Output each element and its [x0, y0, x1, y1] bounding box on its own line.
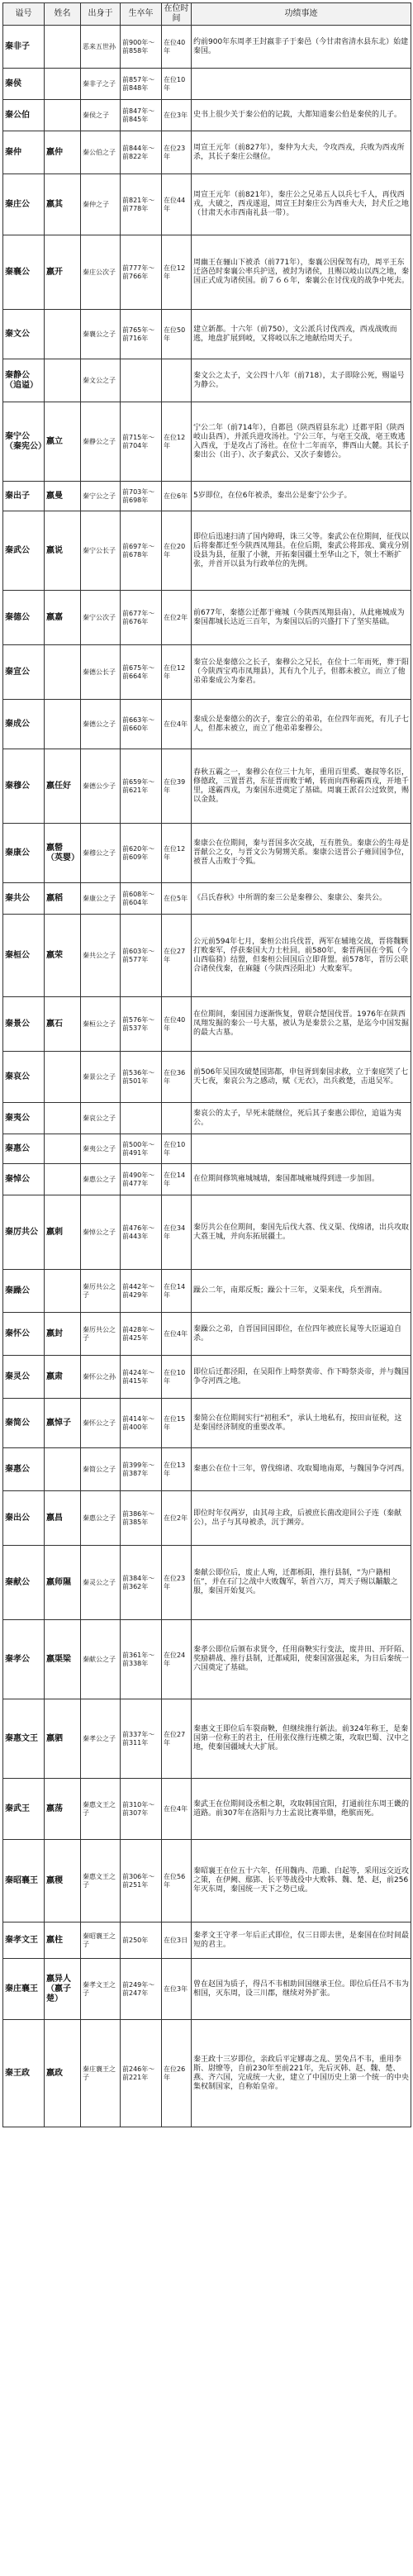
ruler-title: 秦夷公	[3, 1103, 45, 1134]
table-row	[3, 310, 411, 359]
ruler-lifespan: 前249年～前247年	[121, 1959, 162, 2020]
ruler-relation: 秦德公长子	[81, 645, 121, 700]
ruler-deeds: 秦成公是秦德公的次子，秦宣公的弟弟，在位四年而死，有儿子七人，但都未被立，而立了他弟弟秦穆公。	[192, 700, 411, 749]
ruler-name: 嬴罃（英婴）	[45, 824, 81, 883]
ruler-title: 秦庄襄王	[3, 1959, 45, 2020]
ruler-name: 嬴稻	[45, 883, 81, 915]
ruler-reign: 在位10年	[162, 1134, 192, 1164]
ruler-name: 嬴柱	[45, 1922, 81, 1959]
table-row	[3, 26, 411, 69]
ruler-reign: 在位26年	[162, 2020, 192, 2127]
ruler-lifespan: 前399年～前387年	[121, 1448, 162, 1491]
ruler-name	[45, 1448, 81, 1491]
table-row	[3, 402, 411, 482]
ruler-title: 秦桓公	[3, 915, 45, 997]
ruler-reign: 在位27年	[162, 915, 192, 997]
table-row	[3, 2020, 411, 2127]
ruler-lifespan: 前250年	[121, 1922, 162, 1959]
ruler-name: 嬴异人（嬴子楚）	[45, 1959, 81, 2020]
ruler-relation: 秦景公之子	[81, 1052, 121, 1103]
ruler-title: 秦襄公	[3, 235, 45, 310]
ruler-deeds: 秦哀公的太子，早死未能继位，死后其子秦惠公即位，追谥为夷公。	[192, 1103, 411, 1134]
ruler-lifespan: 前361年～前338年	[121, 1620, 162, 1699]
table-row	[3, 1052, 411, 1103]
ruler-title: 秦文公	[3, 310, 45, 359]
table-row	[3, 1164, 411, 1195]
ruler-deeds: 秦惠公在位十三年，曾伐绵诸、攻取蜀地南郑，与魏国争夺河西。	[192, 1448, 411, 1491]
ruler-reign: 在位3年	[162, 100, 192, 131]
ruler-reign: 在位4年	[162, 1313, 192, 1356]
ruler-reign: 在位6年	[162, 482, 192, 511]
ruler-deeds: 在位期间，秦国国力逐渐恢复，曾联合楚国伐晋。1976年在陕西凤翔发掘的秦公一号大墓，被认为是秦景公之墓，是迄今中国发掘的最大古墓。	[192, 997, 411, 1052]
ruler-deeds: 公元前594年七月，秦桓公出兵伐晋，两军在辅地交战，晋将魏颗打败秦军，俘获秦国大力士杜回。前580年，秦晋两国在令狐（今山西临猗）结盟，但秦桓公回国后立即背盟。前578年，晋厉公联合诸侯伐秦，在麻隧（今陕西泾阳北）大败秦军。	[192, 915, 411, 997]
ruler-relation: 秦非子之子	[81, 69, 121, 100]
ruler-name: 嬴荡	[45, 1779, 81, 1840]
ruler-reign: 在位20年	[162, 511, 192, 591]
ruler-lifespan: 前424年～前415年	[121, 1356, 162, 1399]
ruler-lifespan: 前663年～前660年	[121, 700, 162, 749]
ruler-name: 嬴其	[45, 174, 81, 235]
ruler-lifespan: 前857年～前848年	[121, 69, 162, 100]
ruler-deeds: 秦厉共公在位期间，秦国先后伐大荔、伐义渠、伐绵诸，出兵攻取大荔王城，并向东拓展疆土。	[192, 1195, 411, 1270]
ruler-title: 秦仲	[3, 131, 45, 174]
ruler-reign: 在位4年	[162, 1779, 192, 1840]
ruler-lifespan: 前677年～前676年	[121, 591, 162, 645]
ruler-lifespan: 前765年～前716年	[121, 310, 162, 359]
table-row	[3, 997, 411, 1052]
ruler-reign: 在位2年	[162, 591, 192, 645]
ruler-relation: 秦厉共公之子	[81, 1313, 121, 1356]
ruler-deeds: 在位期间修筑雍城城墙，秦国都城雍城得到进一步加固。	[192, 1164, 411, 1195]
ruler-name: 嬴政	[45, 2020, 81, 2127]
ruler-title: 秦侯	[3, 69, 45, 100]
table-row	[3, 1399, 411, 1448]
ruler-deeds: 春秋五霸之一，秦穆公在位三十九年，重用百里奚、蹇叔等名臣，修德政，三置晋君，东征晋而败于崤，转而向西称霸西戎，开地千里，遂霸西戎，为秦国东进奠定了基础。周襄王派召公过致贺，赐以金鼓。	[192, 749, 411, 824]
ruler-title: 秦惠公	[3, 1134, 45, 1164]
table-row	[3, 1134, 411, 1164]
ruler-name: 嬴开	[45, 235, 81, 310]
ruler-name	[45, 700, 81, 749]
ruler-reign: 在位50年	[162, 310, 192, 359]
table-body	[3, 26, 411, 2127]
table-row	[3, 1922, 411, 1959]
ruler-reign: 在位14年	[162, 1270, 192, 1313]
ruler-title: 秦穆公	[3, 749, 45, 824]
ruler-name: 嬴石	[45, 997, 81, 1052]
ruler-deeds: 曾在赵国为质子，得吕不韦相助回国继承王位。即位后任吕不韦为相国，灭东周，设三川郡，继续对外扩张。	[192, 1959, 411, 2020]
ruler-reign: 在位12年	[162, 402, 192, 482]
ruler-relation: 秦康公之子	[81, 883, 121, 915]
table-row	[3, 1779, 411, 1840]
ruler-lifespan: 前442年～前429年	[121, 1270, 162, 1313]
ruler-title: 秦武王	[3, 1779, 45, 1840]
ruler-deeds: 周宣王元年（前821年），秦庄公之兄弟五人以兵七千人，再伐西戎，大破之，西戎遂退，周宣王封秦庄公为西垂大夫，封犬丘之地（甘肃天水市西南礼县一带）。	[192, 174, 411, 235]
ruler-reign: 在位10年	[162, 1356, 192, 1399]
ruler-lifespan: 前310年～前307年	[121, 1779, 162, 1840]
ruler-relation: 秦桓公之子	[81, 997, 121, 1052]
ruler-reign: 在位12年	[162, 235, 192, 310]
ruler-name: 嬴肃	[45, 1356, 81, 1399]
ruler-lifespan: 前414年～前400年	[121, 1399, 162, 1448]
ruler-deeds: 秦孝文王守孝一年后正式即位，仅三日即去世，是秦国在位时间最短的君主。	[192, 1922, 411, 1959]
table-row	[3, 1270, 411, 1313]
ruler-relation: 秦仲之子	[81, 174, 121, 235]
ruler-reign: 在位3日	[162, 1922, 192, 1959]
ruler-lifespan	[121, 359, 162, 402]
table-row	[3, 883, 411, 915]
ruler-name: 嬴悼子	[45, 1399, 81, 1448]
ruler-deeds: 前677年，秦德公迁都于雍城（今陕西凤翔县南），从此雍城成为秦国都城长达近三百年，为秦国以后的兴盛打下了坚实基础。	[192, 591, 411, 645]
ruler-title: 秦成公	[3, 700, 45, 749]
ruler-title: 秦武公	[3, 511, 45, 591]
ruler-reign: 在位14年	[162, 1164, 192, 1195]
ruler-reign: 在位12年	[162, 824, 192, 883]
ruler-lifespan: 前576年～前537年	[121, 997, 162, 1052]
table-row	[3, 174, 411, 235]
ruler-lifespan: 前821年～前778年	[121, 174, 162, 235]
ruler-reign	[162, 1103, 192, 1134]
ruler-deeds: 秦惠文王即位后车裂商鞅，但继续推行新法。前324年称王，是秦国第一位称王的君主，任用张仪推行连横之策，攻取巴蜀、汉中之地，使秦国疆域大大扩展。	[192, 1699, 411, 1779]
ruler-deeds: 秦康公在位期间，秦与晋国多次交战，互有胜负。秦康公的生母是晋献公之女，与晋文公为舅甥关系。秦康公送晋公子雍回国争位，被晋人击败于令狐。	[192, 824, 411, 883]
ruler-reign: 在位2年	[162, 1491, 192, 1546]
ruler-deeds: 秦躁公之弟，自晋国回国即位，在位四年被庶长晁等大臣逼迫自杀。	[192, 1313, 411, 1356]
ruler-relation: 秦侯之子	[81, 100, 121, 131]
ruler-name	[45, 645, 81, 700]
ruler-title: 秦孝文王	[3, 1922, 45, 1959]
ruler-deeds: 即位时年仅两岁，由其母主政，后被庶长菌改迎回公子连（秦献公），出子与其母被杀，沉于渊旁。	[192, 1491, 411, 1546]
ruler-lifespan: 前777年～前766年	[121, 235, 162, 310]
ruler-relation: 秦德公之子	[81, 700, 121, 749]
ruler-lifespan: 前697年～前678年	[121, 511, 162, 591]
ruler-lifespan: 前603年～前577年	[121, 915, 162, 997]
ruler-deeds: 5岁即位，在位6年被杀，秦出公是秦宁公少子。	[192, 482, 411, 511]
ruler-relation: 秦哀公之子	[81, 1103, 121, 1134]
ruler-name: 嬴封	[45, 1313, 81, 1356]
ruler-title: 秦简公	[3, 1399, 45, 1448]
ruler-reign: 在位12年	[162, 645, 192, 700]
ruler-lifespan: 前847年～前845年	[121, 100, 162, 131]
ruler-lifespan: 前844年～前822年	[121, 131, 162, 174]
ruler-title: 秦静公（追谥）	[3, 359, 45, 402]
header-reign: 在位时间	[162, 3, 192, 26]
ruler-lifespan: 前490年～前477年	[121, 1164, 162, 1195]
ruler-deeds: 秦王政十三岁即位，亲政后平定嫪毐之乱、罢免吕不韦，重用李斯、尉缭等，自前230年至前221年，先后灭韩、赵、魏、楚、燕、齐六国，完成统一大业，建立了中国历史上第一个统一的中央集权制国家，自称始皇帝。	[192, 2020, 411, 2127]
ruler-title: 秦王政	[3, 2020, 45, 2127]
table-row	[3, 824, 411, 883]
ruler-relation: 秦孝文王之子	[81, 1959, 121, 2020]
ruler-deeds: 建立新都。十六年（前750），文公派兵讨伐西戎，西戎战败而逃，地盘扩展到岐，又将岐以东之地献给周天子。	[192, 310, 411, 359]
ruler-reign: 在位40年	[162, 26, 192, 69]
table-row	[3, 100, 411, 131]
ruler-relation: 秦夷公之子	[81, 1134, 121, 1164]
table-row	[3, 235, 411, 310]
header-title: 谥号	[3, 3, 45, 26]
header-relation: 出身于	[81, 3, 121, 26]
table-row	[3, 1491, 411, 1546]
ruler-name: 嬴师隰	[45, 1546, 81, 1620]
table-row	[3, 482, 411, 511]
table-row	[3, 1195, 411, 1270]
ruler-relation: 恶来五世孙	[81, 26, 121, 69]
ruler-relation: 秦宁公次子	[81, 591, 121, 645]
ruler-name: 嬴嘉	[45, 591, 81, 645]
ruler-reign: 在位34年	[162, 1195, 192, 1270]
ruler-lifespan: 前246年～前221年	[121, 2020, 162, 2127]
ruler-title: 秦孝公	[3, 1620, 45, 1699]
ruler-lifespan: 前386年～前385年	[121, 1491, 162, 1546]
ruler-relation: 秦昭襄王之子	[81, 1922, 121, 1959]
ruler-title: 秦公伯	[3, 100, 45, 131]
ruler-reign: 在位5年	[162, 883, 192, 915]
ruler-relation: 秦穆公之子	[81, 824, 121, 883]
ruler-reign: 在位40年	[162, 997, 192, 1052]
qin-rulers-table	[2, 2, 411, 2127]
ruler-deeds: 躁公二年，南郑反叛；躁公十三年，义渠来伐，兵至渭南。	[192, 1270, 411, 1313]
ruler-title: 秦出公	[3, 1491, 45, 1546]
ruler-relation: 秦庄公次子	[81, 235, 121, 310]
table-row	[3, 1313, 411, 1356]
ruler-deeds: 即位后迅速扫清了国内障碍，诛三父等。秦武公在位期间，征伐以后将秦都迁至今陕西凤翔县。在位后期，秦武公将邽戎、冀戎分别设县为县，征服了小虢，开拓秦国疆土至华山之下，领土不断扩张，并首开以县为行政单位的先例。	[192, 511, 411, 591]
ruler-reign: 在位44年	[162, 174, 192, 235]
table-row	[3, 591, 411, 645]
ruler-deeds	[192, 69, 411, 100]
ruler-deeds: 秦孝公即位后颁布求贤令，任用商鞅实行变法，废井田、开阡陌、奖励耕战、推行县制，迁都咸阳，使秦国富强起来，为日后秦统一六国奠定了基础。	[192, 1620, 411, 1699]
ruler-name: 嬴刺	[45, 1195, 81, 1270]
ruler-deeds: 秦宣公是秦德公之长子，秦穆公之兄长，在位十二年而死，葬于阳（今陕西宝鸡市凤翔县），其有九个儿子，但都未被立，而立了他弟弟秦成公为秦君。	[192, 645, 411, 700]
ruler-name: 嬴稷	[45, 1840, 81, 1922]
ruler-reign: 在位10年	[162, 69, 192, 100]
ruler-name: 嬴昌	[45, 1491, 81, 1546]
ruler-deeds: 史书上很少关于秦公伯的记载，大都知道秦公伯是秦侯的儿子。	[192, 100, 411, 131]
ruler-deeds: 周宣王元年（前827年），秦仲为大夫，令攻西戎，兵败为西戎所杀，其长子秦庄公继位。	[192, 131, 411, 174]
ruler-title: 秦德公	[3, 591, 45, 645]
ruler-reign: 在位39年	[162, 749, 192, 824]
ruler-name: 嬴曼	[45, 482, 81, 511]
table-row	[3, 131, 411, 174]
ruler-relation: 秦惠文王之子	[81, 1840, 121, 1922]
ruler-title: 秦怀公	[3, 1313, 45, 1356]
table-row	[3, 1840, 411, 1922]
ruler-deeds: 秦文公之太子，文公四十八年（前718），太子即除公死，赐谥号为静公。	[192, 359, 411, 402]
ruler-relation: 秦厉共公之子	[81, 1270, 121, 1313]
ruler-name	[45, 26, 81, 69]
ruler-deeds: 即位后迁都泾阳，在吴阳作上畤祭黄帝、作下畤祭炎帝，并与魏国争夺河西之地。	[192, 1356, 411, 1399]
ruler-lifespan: 前620年～前609年	[121, 824, 162, 883]
ruler-deeds: 宁公二年（前714年），自都邑（陕西眉县东北）迁都平阳（陕西岐山县西），并派兵进攻汤社。宁公三年，与亳王交战，亳王败逃入西戎，于是攻占了汤社。在位十二年而卒，葬西山大麓。其长子秦出公（出子）、次子秦武公、又次子秦德公。	[192, 402, 411, 482]
ruler-deeds: 秦献公即位后，废止人殉，迁都栎阳，推行县制，“为户籍相伍”，并在石门之战中大败魏军，斩首六万，周天子赐以黼黻之服，秦国开始复兴。	[192, 1546, 411, 1620]
ruler-deeds: 约前900年东周孝王封嬴非子于秦邑（今甘肃省清水县东北）始建秦国。	[192, 26, 411, 69]
ruler-relation: 秦怀公之子	[81, 1399, 121, 1448]
ruler-name: 嬴驷	[45, 1699, 81, 1779]
ruler-title: 秦共公	[3, 883, 45, 915]
ruler-deeds: 秦简公在位期间实行“初租禾”，承认土地私有，按田亩征税，这是秦国经济制度的重要改革。	[192, 1399, 411, 1448]
ruler-name	[45, 1270, 81, 1313]
ruler-reign: 在位15年	[162, 1399, 192, 1448]
ruler-relation: 秦简公之子	[81, 1448, 121, 1491]
table-row	[3, 359, 411, 402]
ruler-relation: 秦宁公之子	[81, 482, 121, 511]
table-row	[3, 69, 411, 100]
ruler-reign: 在位27年	[162, 1699, 192, 1779]
ruler-name: 嬴荣	[45, 915, 81, 997]
ruler-deeds: 前506年吴国攻破楚国郢都，申包胥到秦国求救，立于秦庭哭了七天七夜，秦哀公为之感动，赋《无衣》，出兵救楚，击退吴军。	[192, 1052, 411, 1103]
ruler-title: 秦出子	[3, 482, 45, 511]
ruler-title: 秦灵公	[3, 1356, 45, 1399]
ruler-lifespan: 前384年～前362年	[121, 1546, 162, 1620]
ruler-lifespan: 前476年～前443年	[121, 1195, 162, 1270]
ruler-title: 秦悼公	[3, 1164, 45, 1195]
ruler-relation: 秦德公少子	[81, 749, 121, 824]
table-row	[3, 749, 411, 824]
ruler-reign: 在位36年	[162, 1052, 192, 1103]
table-row	[3, 511, 411, 591]
table-row	[3, 645, 411, 700]
table-header-row	[3, 3, 411, 26]
ruler-title: 秦康公	[3, 824, 45, 883]
ruler-name: 嬴渠梁	[45, 1620, 81, 1699]
ruler-reign: 在位3年	[162, 1959, 192, 2020]
ruler-relation: 秦文公之子	[81, 359, 121, 402]
table-row	[3, 1620, 411, 1699]
ruler-title: 秦献公	[3, 1546, 45, 1620]
ruler-reign: 在位56年	[162, 1840, 192, 1922]
ruler-lifespan: 前608年～前604年	[121, 883, 162, 915]
ruler-deeds: 周幽王在骊山下被杀（前771年），秦襄公因保驾有功，周平王东迁洛邑时秦襄公率兵护送，被封为诸侯，且赐以岐山以西之地，秦国正式成为诸侯国。前７６６年，秦襄公在讨伐戎的战争中死去。	[192, 235, 411, 310]
table-row	[3, 1699, 411, 1779]
ruler-title: 秦惠公	[3, 1448, 45, 1491]
ruler-title: 秦惠文王	[3, 1699, 45, 1779]
ruler-relation: 秦庄襄王之子	[81, 2020, 121, 2127]
ruler-relation: 秦献公之子	[81, 1620, 121, 1699]
ruler-title: 秦宁公（秦宪公）	[3, 402, 45, 482]
ruler-relation: 秦孝公之子	[81, 1699, 121, 1779]
ruler-name	[45, 1164, 81, 1195]
ruler-name: 嬴说	[45, 511, 81, 591]
ruler-name	[45, 69, 81, 100]
ruler-relation: 秦惠公之子	[81, 1491, 121, 1546]
ruler-lifespan: 前659年～前621年	[121, 749, 162, 824]
ruler-relation: 秦公伯之子	[81, 131, 121, 174]
ruler-title: 秦宣公	[3, 645, 45, 700]
ruler-relation: 秦静公之子	[81, 402, 121, 482]
table-row	[3, 1448, 411, 1491]
ruler-name	[45, 1103, 81, 1134]
ruler-relation: 秦灵公之子	[81, 1546, 121, 1620]
ruler-reign: 在位4年	[162, 700, 192, 749]
ruler-deeds: 《吕氏春秋》中所谓的秦三公是秦穆公、秦康公、秦共公。	[192, 883, 411, 915]
ruler-lifespan: 前715年～前704年	[121, 402, 162, 482]
table-row	[3, 1546, 411, 1620]
ruler-lifespan: 前428年～前425年	[121, 1313, 162, 1356]
dynasty-table-page	[2, 2, 411, 2127]
ruler-lifespan: 前536年～前501年	[121, 1052, 162, 1103]
ruler-reign: 在位23年	[162, 131, 192, 174]
ruler-relation: 秦襄公之子	[81, 310, 121, 359]
ruler-title: 秦哀公	[3, 1052, 45, 1103]
ruler-name	[45, 359, 81, 402]
ruler-relation: 秦惠文王之子	[81, 1779, 121, 1840]
ruler-deeds	[192, 1134, 411, 1164]
ruler-relation: 秦悼公之子	[81, 1195, 121, 1270]
ruler-name	[45, 1134, 81, 1164]
ruler-name	[45, 1052, 81, 1103]
ruler-title: 秦庄公	[3, 174, 45, 235]
ruler-lifespan: 前675年～前664年	[121, 645, 162, 700]
ruler-name: 嬴立	[45, 402, 81, 482]
ruler-title: 秦非子	[3, 26, 45, 69]
ruler-relation: 秦宁公长子	[81, 511, 121, 591]
table-row	[3, 1959, 411, 2020]
ruler-name: 嬴任好	[45, 749, 81, 824]
table-row	[3, 1103, 411, 1134]
table-row	[3, 1356, 411, 1399]
ruler-lifespan	[121, 1103, 162, 1134]
ruler-lifespan: 前337年～前311年	[121, 1699, 162, 1779]
ruler-name: 嬴仲	[45, 131, 81, 174]
ruler-title: 秦厉共公	[3, 1195, 45, 1270]
ruler-title: 秦昭襄王	[3, 1840, 45, 1922]
ruler-title: 秦躁公	[3, 1270, 45, 1313]
ruler-lifespan: 前900年～前858年	[121, 26, 162, 69]
ruler-name	[45, 100, 81, 131]
ruler-title: 秦景公	[3, 997, 45, 1052]
table-row	[3, 915, 411, 997]
ruler-deeds: 秦昭襄王在位五十六年，任用魏冉、范雎、白起等，采用远交近攻之策，在伊阙、鄢郢、长平等战役中大败韩、魏、楚、赵，前256年灭东周，秦国统一天下之势已成。	[192, 1840, 411, 1922]
ruler-deeds: 秦武王在位期间设丞相之职，攻取韩国宜阳，打通前往东周王畿的道路。前307年在洛阳与力士孟说比赛举鼎，绝膑而死。	[192, 1779, 411, 1840]
ruler-lifespan: 前500年～前491年	[121, 1134, 162, 1164]
ruler-reign: 在位13年	[162, 1448, 192, 1491]
ruler-name	[45, 310, 81, 359]
ruler-relation: 秦怀公之孙	[81, 1356, 121, 1399]
ruler-lifespan: 前703年～前698年	[121, 482, 162, 511]
ruler-lifespan: 前306年～前251年	[121, 1840, 162, 1922]
ruler-relation: 秦惠公之子	[81, 1164, 121, 1195]
header-name: 姓名	[45, 3, 81, 26]
ruler-reign	[162, 359, 192, 402]
ruler-reign: 在位24年	[162, 1620, 192, 1699]
header-deeds: 功绩事迹	[192, 3, 411, 26]
table-row	[3, 700, 411, 749]
header-lifespan: 生卒年	[121, 3, 162, 26]
ruler-reign: 在位23年	[162, 1546, 192, 1620]
ruler-relation: 秦共公之子	[81, 915, 121, 997]
